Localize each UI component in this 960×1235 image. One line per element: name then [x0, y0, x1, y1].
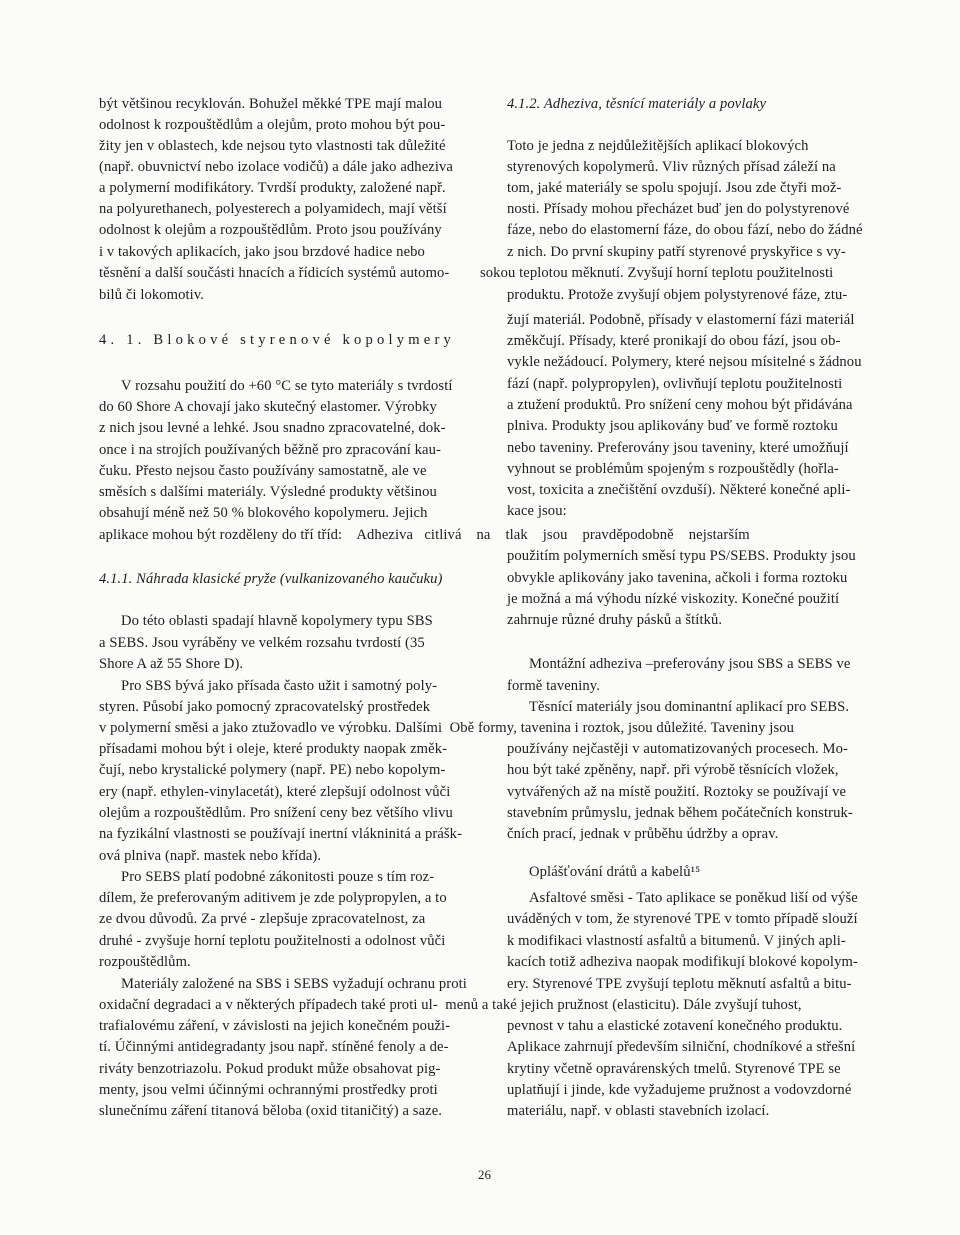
text-line: v polymerní směsi a jako ztužovadlo ve výrobku. Dalšími Obě formy, tavenina i roztok, jsou důležité. Taveniny jsou [99, 720, 795, 736]
text-line: Pro SEBS platí podobné zákonitosti pouze s tím roz- [121, 869, 435, 885]
text-line: čuku. Přesto nejsou často používány samostatně, ale ve [99, 463, 427, 479]
text-line: hou být také zpěněny, např. při výrobě těsnících vložek, [507, 762, 839, 778]
text-line: Asfaltové směsi - Tato aplikace se poněkud liší od výše [529, 890, 858, 906]
text-line: vyhnout se problémům spojeným s rozpouštědly (hořla- [507, 461, 839, 477]
section-heading: 4. 1. Blokové styrenové kopolymery [99, 332, 455, 348]
text-line: oxidační degradaci a v některých případech také proti ul- menů a také jejich pružnost (elasticitu). Dále zvyšují tuhost, [99, 997, 802, 1013]
text-line: používány nejčastěji v automatizovaných procesech. Mo- [507, 741, 848, 757]
text-line: Těsnící materiály jsou dominantní aplikací pro SEBS. [529, 699, 850, 715]
text-line: ze dvou důvodů. Za prvé - zlepšuje zpracovatelnost, za [99, 911, 426, 927]
text-line: ová plniva (např. mastek nebo křída). [99, 848, 322, 864]
text-line: čních prací, jednak v průběhu údržby a oprav. [507, 826, 779, 842]
text-line: změkčují. Přísady, které pronikají do obou fází, jsou ob- [507, 333, 841, 349]
text-line: zahrnuje různé druhy pásků a štítků. [507, 612, 723, 628]
text-line: formě taveniny. [507, 678, 600, 694]
text-line: riváty benzotriazolu. Pokud produkt může obsahovat pig- [99, 1061, 441, 1077]
text-line: olejům a rozpouštědlům. Pro snížení ceny bez většího vlivu [99, 805, 453, 821]
text-line: obsahují méně než 50 % blokového kopolymeru. Jejich [99, 505, 428, 521]
text-line: a polymerní modifikátory. Tvrdší produkty, založené např. [99, 180, 446, 196]
text-line: rozpouštědlům. [99, 954, 191, 970]
text-line: nosti. Přísady mohou přecházet buď jen do polystyrenové [507, 201, 850, 217]
text-line: slunečnímu záření titanová běloba (oxid titaničitý) a saze. [99, 1103, 443, 1119]
text-line: Shore A až 55 Shore D). [99, 656, 244, 672]
text-line: Toto je jedna z nejdůležitějších aplikací blokových [507, 138, 809, 154]
text-line: čují, nebo krystalické polymery (např. PE) nebo kopolym- [99, 762, 446, 778]
text-line: pevnost v tahu a elastické zotavení konečného produktu. [507, 1018, 843, 1034]
text-line: kace jsou: [507, 503, 567, 519]
text-line: nebo taveniny. Preferovány jsou taveniny, které umožňují [507, 440, 849, 456]
subsection-heading: 4.1.2. Adheziva, těsnící materiály a povlaky [507, 96, 767, 112]
text-line: Materiály založené na SBS i SEBS vyžadují ochranu proti [121, 976, 467, 992]
text-line: směsích s dalšími materiály. Výsledné produkty většinou [99, 484, 437, 500]
text-line: je možná a má výhodu nízké viskozity. Konečné použití [507, 591, 840, 607]
text-line: V rozsahu použití do +60 °C se tyto materiály s tvrdostí [121, 378, 453, 394]
text-line: dílem, že preferovaným aditivem je zde polypropylen, a to [99, 890, 447, 906]
text-line: obvykle aplikovány jako tavenina, ačkoli i forma roztoku [507, 570, 848, 586]
text-line: odolnost k rozpouštědlům a olejům, proto mohou být pou- [99, 117, 446, 133]
text-line: Do této oblasti spadají hlavně kopolymery typu SBS [121, 613, 433, 629]
subsection-heading: 4.1.1. Náhrada klasické pryže (vulkanizovaného kaučuku) [99, 571, 443, 587]
text-line: na fyzikální vlastnosti se používají inertní vlákninitá a prášk- [99, 826, 463, 842]
text-line: aplikace mohou být rozděleny do tří tříd: Adheziva citlivá na tlak jsou pravděpodobně nejstarším [99, 527, 750, 543]
text-line: žují materiál. Podobně, přísady v elastomerní fázi materiál [507, 312, 855, 328]
text-line: Aplikace zahrnují především silniční, chodníkové a střešní [507, 1039, 856, 1055]
text-line: sokou teplotou měknutí. Zvyšují horní teplotu použitelnosti [480, 265, 834, 281]
text-line: druhé - zvyšuje horní teplotu použitelnosti a odolnost vůči [99, 933, 446, 949]
text-line: materiálu, např. v oblasti stavebních izolací. [507, 1103, 770, 1119]
text-line: Pro SBS bývá jako přísada často užit i samotný poly- [121, 678, 438, 694]
text-line: vykle nežádoucí. Polymery, které nejsou mísitelné s žádnou [507, 354, 862, 370]
text-line: z nich. Do první skupiny patří styrenové pryskyřice s vy- [507, 244, 846, 260]
text-line: žity jen v oblastech, kde nejsou tyto vlastnosti tak důležité [99, 138, 446, 154]
text-line: plniva. Produkty jsou aplikovány buď ve formě roztoku [507, 418, 838, 434]
text-line: fází (např. polypropylen), ovlivňují teplotu použitelnosti [507, 376, 843, 392]
text-line: stavebním průmyslu, jednak během počátečních konstruk- [507, 805, 853, 821]
text-line: krytiny včetně opravárenských tmelů. Styrenové TPE se [507, 1061, 841, 1077]
text-line: i v takových aplikacích, jako jsou brzdové hadice nebo [99, 244, 425, 260]
text-line: menty, jsou velmi účinnými ochrannými prostředky proti [99, 1082, 438, 1098]
text-line: ery. Styrenové TPE zvyšují teplotu měknutí asfaltů a bitu- [507, 976, 852, 992]
text-line: styren. Působí jako pomocný zpracovatelský prostředek [99, 699, 431, 715]
text-line: odolnost k olejům a rozpouštědlům. Proto jsou používány [99, 222, 442, 238]
text-line: bilů či lokomotiv. [99, 287, 205, 303]
text-line: kacích totiž adheziva naopak modifikují blokové kopolym- [507, 954, 858, 970]
text-line: Oplášťování drátů a kabelů¹⁵ [529, 864, 701, 880]
text-line: tom, jaké materiály se spolu spojují. Jsou zde čtyři mož- [507, 180, 842, 196]
text-line: přísadami mohou být i oleje, které produkty naopak změk- [99, 741, 448, 757]
text-line: na polyurethanech, polyesterech a polyamidech, mají větší [99, 201, 447, 217]
text-line: a ztužení produktů. Pro snížení ceny mohou být přidávána [507, 397, 853, 413]
text-line: těsnění a další součásti hnacích a řídicích systémů automo- [99, 265, 450, 281]
text-line: k modifikaci vlastností asfaltů a bitumenů. V jiných apli- [507, 933, 846, 949]
text-line: uplatňují i jinde, kde vyžadujeme pružnost a vodovzdorné [507, 1082, 852, 1098]
text-line: produktu. Protože zvyšují objem polystyrenové fáze, ztu- [507, 287, 848, 303]
text-line: uváděných v tom, že styrenové TPE v tomto případě slouží [507, 911, 858, 927]
text-line: a SEBS. Jsou vyráběny ve velkém rozsahu tvrdostí (35 [99, 635, 425, 651]
text-line: vytvářených až na místě použití. Roztoky se používají ve [507, 784, 847, 800]
text-line: once i na strojích používaných běžně pro zpracování kau- [99, 442, 441, 458]
text-line: do 60 Shore A chovají jako skutečný elastomer. Výrobky [99, 399, 437, 415]
text-line: z nich jsou levné a lehké. Jsou snadno zpracovatelné, dok- [99, 420, 446, 436]
text-line: trafialovému záření, v závislosti na jejich konečném použi- [99, 1018, 451, 1034]
text-line: fáze, nebo do elastomerní fáze, do obou fází, nebo do žádné [507, 222, 863, 238]
text-line: vost, toxicita a znečištění ovzduší). Některé konečné apli- [507, 482, 851, 498]
text-line: být většinou recyklován. Bohužel měkké TPE mají malou [99, 96, 443, 112]
text-line: styrenových kopolymerů. Vliv různých přísad záleží na [507, 159, 836, 175]
text-line: ery (např. ethylen-vinylacetát), které zlepšují odolnost vůči [99, 784, 451, 800]
page-number: 26 [478, 1167, 491, 1182]
text-line: Montážní adheziva –preferovány jsou SBS a SEBS ve [529, 656, 851, 672]
text-line: použitím polymerních směsí typu PS/SEBS. Produkty jsou [507, 548, 856, 564]
text-line: tí. Účinnými antidegradanty jsou např. stíněné fenoly a de- [99, 1039, 449, 1055]
text-line: (např. obuvnictví nebo izolace vodičů) a dále jako adheziva [99, 159, 453, 175]
